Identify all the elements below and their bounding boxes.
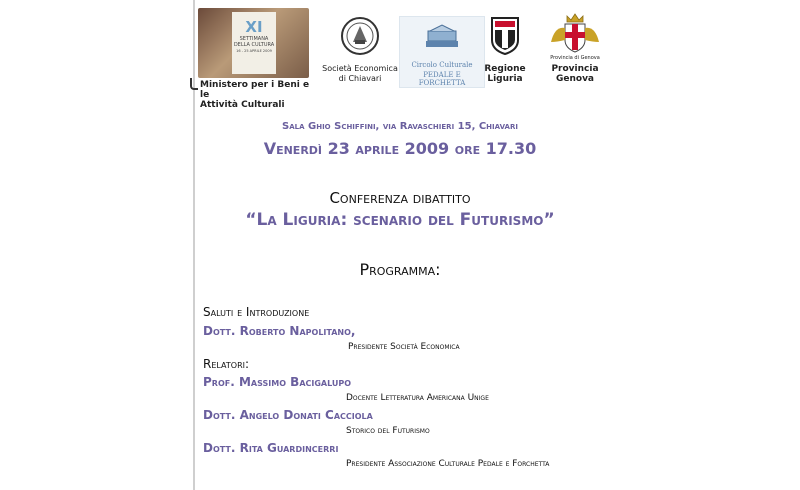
societa-caption-line1: Società Economica [322, 64, 398, 73]
provincia-caption-line1: Provincia [551, 64, 599, 74]
societa-caption-line2: di Chiavari [338, 74, 382, 83]
speaker-name: Dott. Rita Guardincerri [203, 441, 339, 455]
ministero-caption-line1: Ministero per i Beni e le [200, 80, 310, 100]
event-title: “La Liguria: scenario del Futurismo” [245, 210, 555, 230]
ministero-mark-icon [190, 78, 198, 90]
left-border-line [193, 0, 195, 490]
relatori-heading: Relatori: [203, 357, 250, 371]
provincia-small-text: Provincia di Genova [550, 55, 600, 61]
regione-liguria-shield-icon [490, 16, 520, 56]
circolo-line1: Circolo Culturale [411, 61, 473, 69]
circolo-line2: PEDALE E FORCHETTA [418, 71, 466, 87]
ministero-caption-line2: Attività Culturali [200, 100, 285, 110]
host-role: Presidente Società Economica [348, 342, 460, 352]
programma-heading: Programma: [359, 260, 441, 279]
settimana-line2: DELLA CULTURA [233, 42, 275, 48]
ministero-caption [200, 80, 310, 110]
bicycle-book-icon [422, 21, 462, 51]
speaker-name: Dott. Angelo Donati Cacciola [203, 408, 373, 422]
regione-caption-line2: Liguria [487, 74, 523, 84]
speaker-role: Presidente Associazione Culturale Pedale e Forchetta [346, 459, 550, 469]
venue-line: Sala Ghio Schiffini, via Ravaschieri 15, Chiavari [282, 121, 518, 132]
saluti-heading: Saluti e Introduzione [203, 305, 310, 319]
event-type: Conferenza dibattito [329, 189, 471, 207]
settimana-dates: 16 - 25 APRILE 2009 [236, 49, 272, 53]
settimana-badge: XI [245, 18, 263, 36]
regione-caption-line1: Regione [484, 64, 526, 74]
societa-economica-seal-icon [340, 14, 380, 58]
speaker-role: Docente Letteratura Americana Unige [346, 393, 489, 403]
circolo-pedale-forchetta-logo [399, 16, 485, 88]
speaker-name: Prof. Massimo Bacigalupo [203, 375, 352, 389]
host-name: Dott. Roberto Napolitano, [203, 324, 356, 338]
provincia-genova-crest-icon [547, 12, 603, 54]
provincia-caption [540, 64, 610, 84]
societa-caption [322, 64, 398, 84]
settimana-line1: SETTIMANA [239, 36, 269, 42]
speaker-role: Storico del Futurismo [346, 426, 430, 436]
settimana-cultura-panel [232, 12, 276, 74]
event-date: Venerdì 23 aprile 2009 ore 17.30 [263, 139, 537, 158]
settimana-cultura-logo [198, 8, 309, 78]
regione-caption [480, 64, 530, 84]
provincia-caption-line2: Genova [555, 74, 595, 84]
